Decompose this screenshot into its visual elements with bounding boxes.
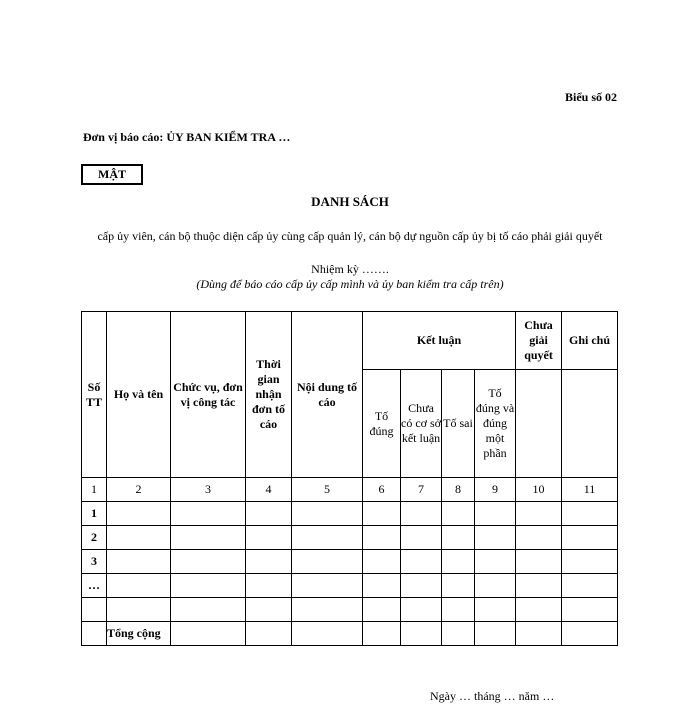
usage-note: (Dùng để báo cáo cấp ủy cấp mình và ủy ban kiểm tra cấp trên) [196,277,504,291]
header-position: Chức vụ, đơn vị công tác [171,312,246,478]
table-row [82,550,618,574]
table-cell [171,550,246,574]
header-name: Họ và tên [107,312,171,478]
column-number: 10 [516,478,562,502]
table-cell [442,598,475,622]
table-row [82,502,618,526]
form-number: Biểu số 02 [564,90,617,104]
table-cell [107,598,171,622]
table-cell [442,574,475,598]
report-table [81,311,618,646]
table-cell [516,598,562,622]
column-number: 7 [401,478,442,502]
header-cell-empty [562,370,618,478]
reporting-unit: Đơn vị báo cáo: ỦY BAN KIỂM TRA … [83,130,291,144]
document-subtitle: cấp ủy viên, cán bộ thuộc diện cấp ủy cùng cấp quản lý, cán bộ dự nguồn cấp ủy bị tố cáo phải giải quyết [97,229,603,243]
table-cell [516,574,562,598]
header-unresolved: Chưa giải quyết [516,312,562,370]
table-cell [562,598,618,622]
table-row [82,598,618,622]
row-index: 1 [82,502,107,526]
table-cell [171,574,246,598]
table-cell [363,526,401,550]
table-cell [292,622,363,646]
table-cell [562,550,618,574]
table-cell [475,526,516,550]
column-number: 1 [82,478,107,502]
column-number: 2 [107,478,171,502]
table-cell [562,502,618,526]
table-cell [516,502,562,526]
table-cell [363,622,401,646]
column-number: 9 [475,478,516,502]
classification-stamp: MẬT [81,164,143,185]
column-number-row [82,478,618,502]
table-cell [292,550,363,574]
table-cell [363,550,401,574]
table-cell [363,502,401,526]
table-row [82,574,618,598]
total-label: Tổng cộng [107,622,171,646]
column-number: 5 [292,478,363,502]
table-cell [107,526,171,550]
header-partially-correct: Tố đúng và đúng một phần [475,370,516,478]
column-number: 6 [363,478,401,502]
table-cell [401,622,442,646]
column-number: 4 [246,478,292,502]
table-cell [401,598,442,622]
document-title: DANH SÁCH [311,194,389,209]
table-cell [171,526,246,550]
table-cell [246,502,292,526]
table-cell [292,502,363,526]
table-cell [363,574,401,598]
table-cell [246,526,292,550]
table-cell [401,550,442,574]
header-notes: Ghi chú [562,312,618,370]
table-cell [246,598,292,622]
table-cell [292,598,363,622]
table-cell [292,526,363,550]
table-cell [401,502,442,526]
table-cell [246,622,292,646]
table-cell [442,622,475,646]
table-cell [82,622,107,646]
table-cell [171,622,246,646]
table-cell [475,502,516,526]
table-cell [107,550,171,574]
table-cell [292,574,363,598]
term-line: Nhiệm kỳ ……. [311,262,389,276]
table-cell [442,502,475,526]
table-cell [246,574,292,598]
header-correct: Tố đúng [363,370,401,478]
table-cell [475,574,516,598]
table-cell [246,550,292,574]
header-content: Nội dung tố cáo [292,312,363,478]
table-cell [475,598,516,622]
table-cell [516,550,562,574]
table-cell [562,526,618,550]
row-index: 3 [82,550,107,574]
header-received-time: Thời gian nhận đơn tố cáo [246,312,292,478]
header-no-basis: Chưa có cơ sở kết luận [401,370,442,478]
table-cell [107,502,171,526]
table-cell [475,550,516,574]
column-number: 3 [171,478,246,502]
table-cell [516,622,562,646]
table-cell [401,574,442,598]
total-row [82,622,618,646]
table-cell [562,574,618,598]
table-cell [363,598,401,622]
row-index [82,598,107,622]
row-index: … [82,574,107,598]
table-cell [516,526,562,550]
table-cell [171,502,246,526]
table-cell [475,622,516,646]
column-number: 8 [442,478,475,502]
header-wrong: Tố sai [442,370,475,478]
table-row [82,526,618,550]
table-cell [442,550,475,574]
table-cell [442,526,475,550]
footer-date-line: Ngày … tháng … năm … [430,689,555,703]
table-cell [107,574,171,598]
column-number: 11 [562,478,618,502]
table-cell [562,622,618,646]
header-cell-empty [516,370,562,478]
header-conclusion: Kết luận [363,312,516,370]
header-stt: Số TT [82,312,107,478]
table-cell [401,526,442,550]
table-cell [171,598,246,622]
row-index: 2 [82,526,107,550]
